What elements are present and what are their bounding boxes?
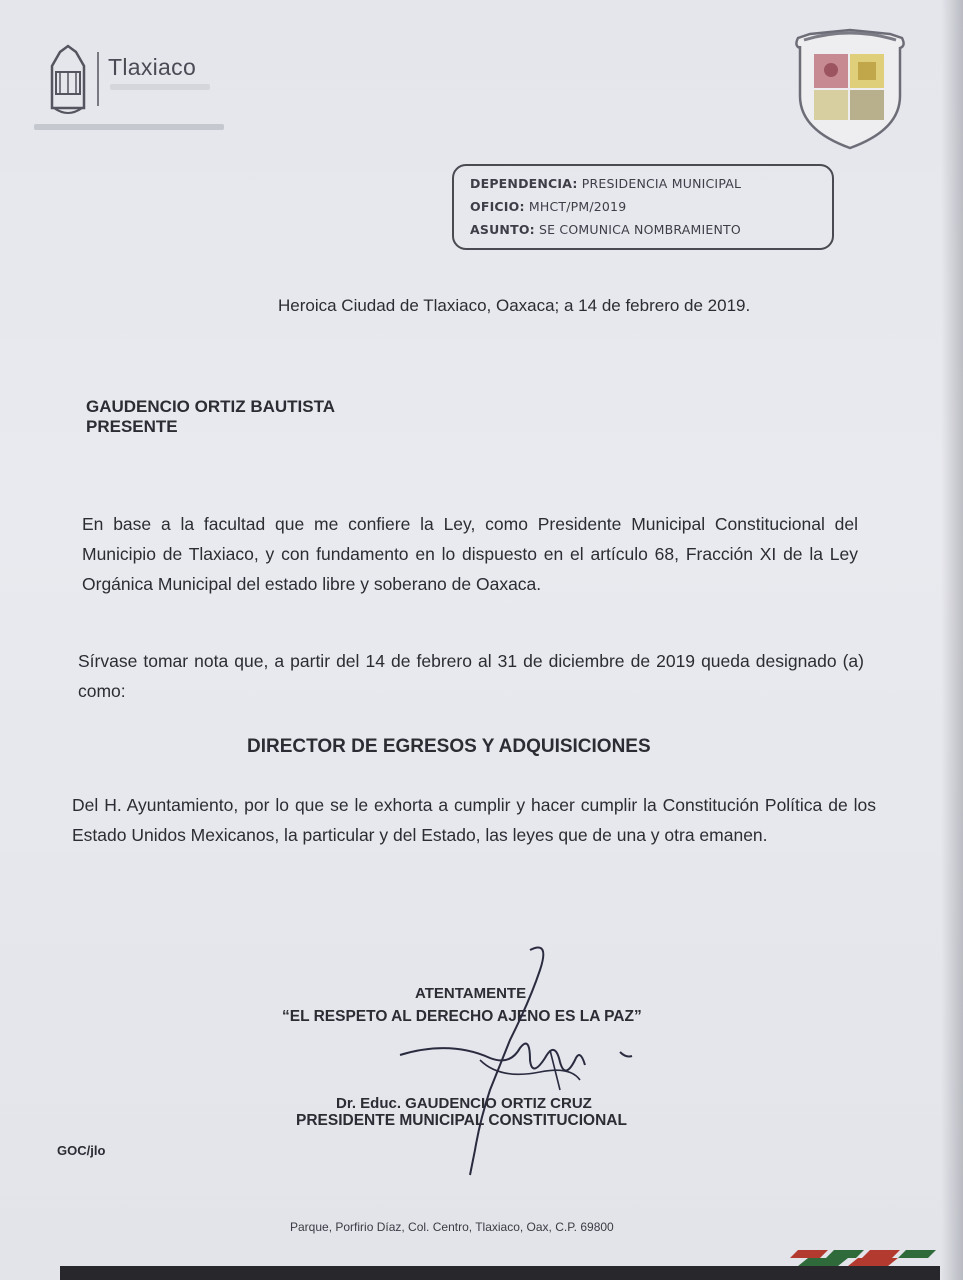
closing-atentamente: ATENTAMENTE — [415, 985, 527, 1002]
bottom-band — [60, 1266, 940, 1280]
decorative-stripes-icon — [788, 1228, 938, 1268]
body-paragraph-1: En base a la facultad que me confiere la Ley, como Presidente Municipal Constitucional del Municipio de Tlaxiaco, y con fundamento en lo dispuesto en el artículo 68, Fracción XI de la Ley Orgánica Municipal del estado libre y soberano de Oaxaca. — [82, 514, 858, 594]
ref-oficio: OFICIO: MHCT/PM/2019 — [470, 199, 627, 214]
recipient-presente: PRESENTE — [86, 417, 178, 436]
reference-box — [452, 164, 834, 250]
body-paragraph-2: Sírvase tomar nota que, a partir del 14 de febrero al 31 de diciembre de 2019 queda designado (a) como: — [78, 651, 864, 701]
closing-motto: “EL RESPETO AL DERECHO AJENO ES LA PAZ” — [282, 1008, 642, 1025]
ref-asunto: ASUNTO: SE COMUNICA NOMBRAMIENTO — [470, 222, 741, 237]
signer-title: PRESIDENTE MUNICIPAL CONSTITUCIONAL — [296, 1112, 627, 1129]
typist-initials: GOC/jlo — [57, 1143, 106, 1158]
recipient-name: GAUDENCIO ORTIZ BAUTISTA — [86, 397, 336, 416]
paper-edge-shadow — [941, 0, 963, 1280]
footer-address: Parque, Porfirio Díaz, Col. Centro, Tlaxiaco, Oax, C.P. 69800 — [290, 1220, 614, 1234]
logo-subtitle-faint — [110, 84, 210, 90]
signer-name: Dr. Educ. GAUDENCIO ORTIZ CRUZ — [336, 1095, 592, 1112]
body-paragraph-3: Del H. Ayuntamiento, por lo que se le exhorta a cumplir y hacer cumplir la Constitución Política de los Estado Unidos Mexicanos, la particular y del Estado, las leyes que de una y otra emanen. — [72, 795, 876, 845]
ref-dependencia: DEPENDENCIA: PRESIDENCIA MUNICIPAL — [470, 176, 742, 191]
position-title: DIRECTOR DE EGRESOS Y ADQUISICIONES — [247, 736, 651, 757]
handwritten-signature — [380, 940, 650, 1180]
date-line: Heroica Ciudad de Tlaxiaco, Oaxaca; a 14 de febrero de 2019. — [278, 296, 751, 315]
logo-slogan-faint — [34, 124, 224, 130]
logo-title: Tlaxiaco — [108, 54, 197, 80]
coat-of-arms-icon — [790, 26, 910, 154]
